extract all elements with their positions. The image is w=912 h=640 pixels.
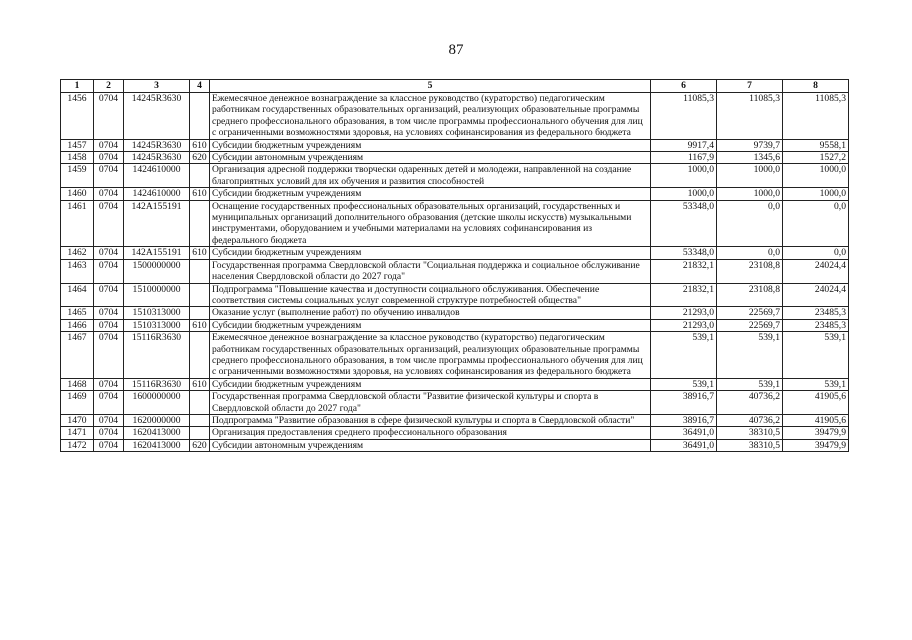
header-cell-5: 5 <box>210 80 651 93</box>
target-article-code: 1424610000 <box>124 164 190 188</box>
amount-col-6: 21832,1 <box>651 259 717 283</box>
header-cell-6: 6 <box>651 80 717 93</box>
row-name: Подпрограмма "Развитие образования в сфере физической культуры и спорта в Свердловской области" <box>210 414 651 426</box>
amount-col-7: 40736,2 <box>717 414 783 426</box>
target-article-code: 1510000000 <box>124 283 190 307</box>
section-code: 0704 <box>94 332 124 379</box>
table-row <box>61 332 849 379</box>
row-name: Подпрограмма "Повышение качества и доступности социального обслуживания. Обеспечение соответствия системы социальных услуг современной структуре потребностей общества" <box>210 283 651 307</box>
amount-col-8: 11085,3 <box>783 93 849 140</box>
target-article-code: 1620413000 <box>124 439 190 451</box>
row-name: Организация предоставления среднего профессионального образования <box>210 427 651 439</box>
table-row <box>61 164 849 188</box>
row-number: 1459 <box>61 164 94 188</box>
row-name: Субсидии бюджетным учреждениям <box>210 378 651 390</box>
amount-col-7: 9739,7 <box>717 139 783 151</box>
table-body <box>61 93 849 452</box>
row-number: 1470 <box>61 414 94 426</box>
header-row <box>61 80 849 93</box>
expense-type-code <box>190 259 210 283</box>
row-name: Субсидии бюджетным учреждениям <box>210 319 651 331</box>
row-number: 1469 <box>61 391 94 415</box>
table-row <box>61 247 849 259</box>
row-name: Организация адресной поддержки творчески одаренных детей и молодежи, направленной на создание благоприятных условий для их обучения и развития способностей <box>210 164 651 188</box>
expense-type-code <box>190 283 210 307</box>
target-article-code: 14245R3630 <box>124 152 190 164</box>
amount-col-7: 539,1 <box>717 332 783 379</box>
amount-col-8: 1000,0 <box>783 164 849 188</box>
amount-col-8: 23485,3 <box>783 307 849 319</box>
row-name: Государственная программа Свердловской области "Социальная поддержка и социальное обслуживание населения Свердловской области до 2027 года" <box>210 259 651 283</box>
header-cell-3: 3 <box>124 80 190 93</box>
section-code: 0704 <box>94 283 124 307</box>
row-name: Оказание услуг (выполнение работ) по обучению инвалидов <box>210 307 651 319</box>
table-row <box>61 93 849 140</box>
target-article-code: 1510313000 <box>124 307 190 319</box>
row-number: 1464 <box>61 283 94 307</box>
amount-col-7: 22569,7 <box>717 319 783 331</box>
amount-col-8: 24024,4 <box>783 283 849 307</box>
target-article-code: 142А155191 <box>124 200 190 247</box>
amount-col-8: 539,1 <box>783 332 849 379</box>
section-code: 0704 <box>94 259 124 283</box>
amount-col-8: 1527,2 <box>783 152 849 164</box>
expense-type-code <box>190 200 210 247</box>
amount-col-6: 36491,0 <box>651 439 717 451</box>
row-name: Государственная программа Свердловской области "Развитие физической культуры и спорта в Свердловской области до 2027 года" <box>210 391 651 415</box>
row-number: 1466 <box>61 319 94 331</box>
amount-col-8: 539,1 <box>783 378 849 390</box>
amount-col-7: 0,0 <box>717 200 783 247</box>
expense-type-code <box>190 391 210 415</box>
section-code: 0704 <box>94 200 124 247</box>
target-article-code: 1620413000 <box>124 427 190 439</box>
target-article-code: 1620000000 <box>124 414 190 426</box>
target-article-code: 15116R3630 <box>124 332 190 379</box>
target-article-code: 1424610000 <box>124 188 190 200</box>
amount-col-6: 1000,0 <box>651 164 717 188</box>
amount-col-7: 38310,5 <box>717 427 783 439</box>
amount-col-8: 23485,3 <box>783 319 849 331</box>
expense-type-code: 620 <box>190 152 210 164</box>
expense-type-code <box>190 414 210 426</box>
section-code: 0704 <box>94 93 124 140</box>
budget-table <box>60 79 849 452</box>
target-article-code: 14245R3630 <box>124 93 190 140</box>
expense-type-code: 620 <box>190 439 210 451</box>
section-code: 0704 <box>94 307 124 319</box>
expense-type-code <box>190 427 210 439</box>
row-name: Субсидии бюджетным учреждениям <box>210 247 651 259</box>
amount-col-8: 9558,1 <box>783 139 849 151</box>
amount-col-6: 21293,0 <box>651 307 717 319</box>
row-name: Ежемесячное денежное вознаграждение за классное руководство (кураторство) педагогическим работникам государственных образовательных организаций, реализующих образовательные программы среднего профессионального образования, в том числе программы профессионального обучения для лиц с ограниченными возможностями здоровья, на условиях софинансирования из федерального бюджета <box>210 332 651 379</box>
row-name: Субсидии бюджетным учреждениям <box>210 139 651 151</box>
section-code: 0704 <box>94 164 124 188</box>
amount-col-6: 38916,7 <box>651 391 717 415</box>
table-row <box>61 152 849 164</box>
amount-col-6: 53348,0 <box>651 247 717 259</box>
table-row <box>61 439 849 451</box>
amount-col-6: 38916,7 <box>651 414 717 426</box>
row-number: 1467 <box>61 332 94 379</box>
table-row <box>61 307 849 319</box>
amount-col-7: 23108,8 <box>717 283 783 307</box>
target-article-code: 15116R3630 <box>124 378 190 390</box>
table-row <box>61 391 849 415</box>
section-code: 0704 <box>94 414 124 426</box>
amount-col-6: 1000,0 <box>651 188 717 200</box>
amount-col-7: 1000,0 <box>717 164 783 188</box>
row-number: 1465 <box>61 307 94 319</box>
section-code: 0704 <box>94 427 124 439</box>
amount-col-6: 53348,0 <box>651 200 717 247</box>
amount-col-7: 539,1 <box>717 378 783 390</box>
amount-col-6: 21832,1 <box>651 283 717 307</box>
row-number: 1456 <box>61 93 94 140</box>
section-code: 0704 <box>94 378 124 390</box>
row-number: 1468 <box>61 378 94 390</box>
header-cell-4: 4 <box>190 80 210 93</box>
table-row <box>61 139 849 151</box>
section-code: 0704 <box>94 247 124 259</box>
section-code: 0704 <box>94 439 124 451</box>
expense-type-code <box>190 307 210 319</box>
expense-type-code: 610 <box>190 188 210 200</box>
amount-col-8: 39479,9 <box>783 427 849 439</box>
header-cell-8: 8 <box>783 80 849 93</box>
amount-col-8: 41905,6 <box>783 414 849 426</box>
row-number: 1462 <box>61 247 94 259</box>
page-number: 87 <box>448 42 464 58</box>
expense-type-code: 610 <box>190 378 210 390</box>
table-row <box>61 319 849 331</box>
expense-type-code: 610 <box>190 319 210 331</box>
row-number: 1457 <box>61 139 94 151</box>
amount-col-8: 0,0 <box>783 200 849 247</box>
header-cell-7: 7 <box>717 80 783 93</box>
section-code: 0704 <box>94 139 124 151</box>
row-name: Субсидии автономным учреждениям <box>210 152 651 164</box>
table-row <box>61 188 849 200</box>
section-code: 0704 <box>94 152 124 164</box>
table-row <box>61 283 849 307</box>
row-name: Субсидии автономным учреждениям <box>210 439 651 451</box>
target-article-code: 14245R3630 <box>124 139 190 151</box>
row-name: Оснащение государственных профессиональных образовательных организаций, государственных и муниципальных организаций дополнительного образования (детские школы искусств) музыкальными инструментами, оборудованием и учебными материалами на условиях софинансирования из федерального бюджета <box>210 200 651 247</box>
expense-type-code <box>190 332 210 379</box>
amount-col-7: 11085,3 <box>717 93 783 140</box>
expense-type-code: 610 <box>190 247 210 259</box>
amount-col-6: 539,1 <box>651 332 717 379</box>
amount-col-6: 9917,4 <box>651 139 717 151</box>
row-number: 1460 <box>61 188 94 200</box>
expense-type-code <box>190 93 210 140</box>
amount-col-7: 22569,7 <box>717 307 783 319</box>
amount-col-6: 1167,9 <box>651 152 717 164</box>
amount-col-6: 36491,0 <box>651 427 717 439</box>
header-cell-1: 1 <box>61 80 94 93</box>
row-name: Ежемесячное денежное вознаграждение за классное руководство (кураторство) педагогическим работникам государственных образовательных организаций, реализующих образовательные программы среднего профессионального образования, в том числе программы профессионального обучения для лиц с ограниченными возможностями здоровья, на условиях софинансирования из федерального бюджета <box>210 93 651 140</box>
amount-col-8: 0,0 <box>783 247 849 259</box>
amount-col-8: 41905,6 <box>783 391 849 415</box>
table-row <box>61 200 849 247</box>
target-article-code: 1500000000 <box>124 259 190 283</box>
amount-col-8: 24024,4 <box>783 259 849 283</box>
target-article-code: 1510313000 <box>124 319 190 331</box>
section-code: 0704 <box>94 319 124 331</box>
row-number: 1461 <box>61 200 94 247</box>
target-article-code: 142А155191 <box>124 247 190 259</box>
row-number: 1472 <box>61 439 94 451</box>
header-cell-2: 2 <box>94 80 124 93</box>
amount-col-7: 1000,0 <box>717 188 783 200</box>
amount-col-7: 1345,6 <box>717 152 783 164</box>
section-code: 0704 <box>94 391 124 415</box>
table-row <box>61 378 849 390</box>
row-number: 1471 <box>61 427 94 439</box>
amount-col-8: 1000,0 <box>783 188 849 200</box>
row-number: 1458 <box>61 152 94 164</box>
amount-col-7: 40736,2 <box>717 391 783 415</box>
target-article-code: 1600000000 <box>124 391 190 415</box>
amount-col-6: 11085,3 <box>651 93 717 140</box>
row-name: Субсидии бюджетным учреждениям <box>210 188 651 200</box>
row-number: 1463 <box>61 259 94 283</box>
expense-type-code: 610 <box>190 139 210 151</box>
amount-col-7: 0,0 <box>717 247 783 259</box>
amount-col-7: 23108,8 <box>717 259 783 283</box>
expense-type-code <box>190 164 210 188</box>
amount-col-6: 21293,0 <box>651 319 717 331</box>
amount-col-6: 539,1 <box>651 378 717 390</box>
section-code: 0704 <box>94 188 124 200</box>
amount-col-8: 39479,9 <box>783 439 849 451</box>
table-row <box>61 414 849 426</box>
table-row <box>61 427 849 439</box>
table-row <box>61 259 849 283</box>
amount-col-7: 38310,5 <box>717 439 783 451</box>
